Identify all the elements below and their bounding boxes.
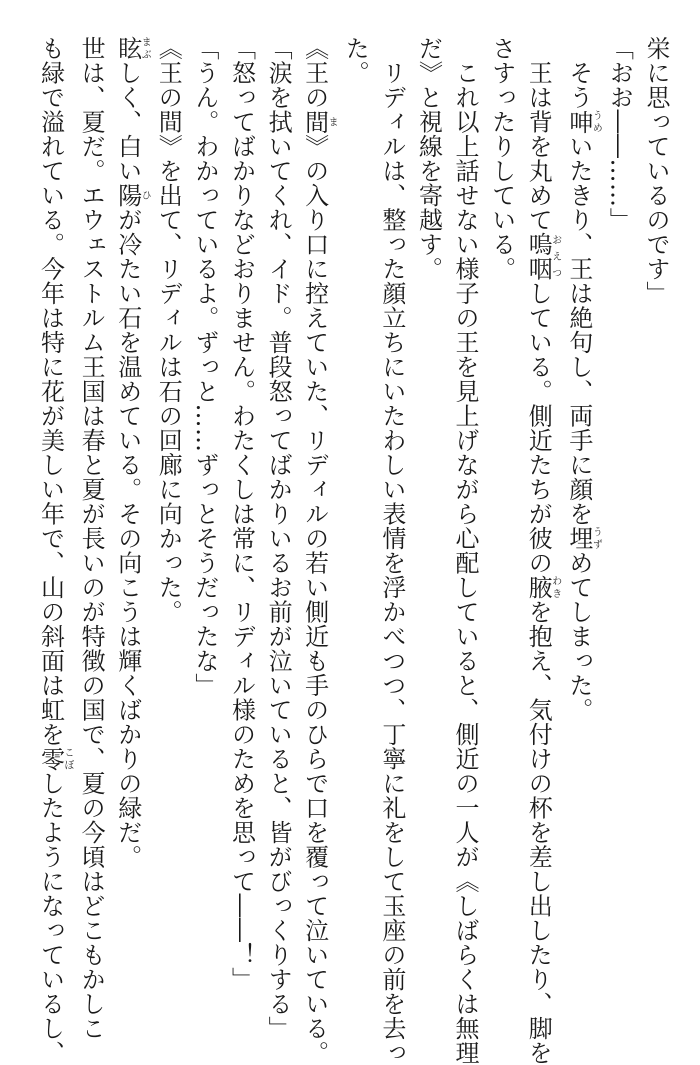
vertical-text-block xyxy=(32,36,674,1065)
text-line: 栄に思っているのです」 xyxy=(642,36,670,306)
ruby-uzumete: 埋うず xyxy=(564,526,602,551)
text-line: 「おお――……」 xyxy=(605,36,634,232)
text-line: 「うん。わかっているよ。ずっと……ずっとそうだったな」 xyxy=(190,36,219,698)
ruby-waki: 腋わき xyxy=(524,575,561,600)
text-line: 眩まぶしく、白い陽ひが冷たい石を温めている。その向こうは輝くばかりの緑だ。 xyxy=(113,36,151,869)
text-line: 「涙を拭いてくれ、イド。普段怒ってばかりいるお前が泣いていると、皆がびっくりする」 xyxy=(264,36,293,1041)
text-line: これ以上話せない様子の王を見上げながら心配していると、側近の一人が《しばらくは無理 xyxy=(451,60,480,1065)
text-line: そう呻うめいたきり、王は絶句し、両手に顔を埋うずめてしまった。 xyxy=(564,60,602,722)
ruby-umeita: 呻うめ xyxy=(564,109,602,134)
ruby-ma: 間ま xyxy=(300,109,338,134)
ruby-kobo: 零こぼ xyxy=(36,746,73,771)
text-line: さすったりしている。 xyxy=(487,36,516,281)
ruby-hi: 陽ひ xyxy=(113,183,151,208)
text-line: も緑で溢れている。今年は特に花が美しい年で、山の斜面は虹を零こぼしたようになっているし、 xyxy=(36,36,73,1065)
text-line: 《王の間ま》の入り口に控えていた、リディルの若い側近も手のひらで口を覆って泣いている。 xyxy=(300,36,338,1065)
text-line: 「怒ってばかりなどおりません。わたくしは常に、リディル様のためを思って――！」 xyxy=(227,36,256,992)
text-line: リディルは、整った顔立ちにいたわしい表情を浮かべつつ、丁寧に礼をして玉座の前を去っ xyxy=(377,60,406,1065)
text-line: 王は背を丸めて嗚咽おえつしている。側近たちが彼の腋わきを抱え、気付けの杯を差し出したり、脚を xyxy=(524,60,561,1065)
text-line: た。 xyxy=(341,36,370,85)
text-line: だ》と視線を寄越す。 xyxy=(414,36,443,281)
ruby-mabu: 眩まぶ xyxy=(113,36,151,61)
text-line: 世は、夏だ。エウェストルム王国は春と夏が長いのが特徴の国で、夏の今頃はどこもかしこ xyxy=(77,36,106,1041)
ruby-oetsu: 嗚咽おえつ xyxy=(524,232,561,281)
text-line: 《王の間》を出て、リディルは石の回廊に向かった。 xyxy=(154,36,183,624)
